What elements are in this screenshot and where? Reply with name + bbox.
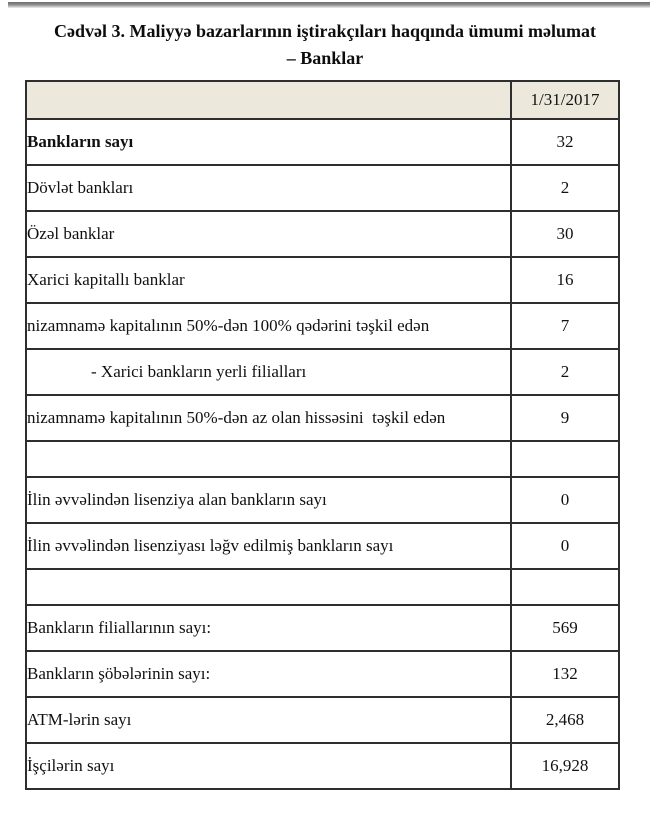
table-body <box>26 119 619 789</box>
table-row <box>26 303 619 349</box>
banks-summary-table <box>25 80 620 790</box>
row-label: Bankların filiallarının sayı: <box>26 605 511 651</box>
row-value: 2,468 <box>511 697 619 743</box>
header-empty-cell <box>26 81 511 119</box>
table-row <box>26 257 619 303</box>
table-row <box>26 523 619 569</box>
table-row <box>26 441 619 477</box>
table-row <box>26 165 619 211</box>
row-value: 30 <box>511 211 619 257</box>
row-value: 7 <box>511 303 619 349</box>
row-value <box>511 441 619 477</box>
row-label: İşçilərin sayı <box>26 743 511 789</box>
table-row <box>26 651 619 697</box>
row-label: Bankların şöbələrinin sayı: <box>26 651 511 697</box>
top-separator-bar <box>8 2 650 8</box>
row-label: Xarici kapitallı banklar <box>26 257 511 303</box>
row-label: Özəl banklar <box>26 211 511 257</box>
table-row <box>26 697 619 743</box>
row-value: 32 <box>511 119 619 165</box>
table-row <box>26 477 619 523</box>
row-label: İlin əvvəlindən lisenziyası ləğv edilmiş bankların sayı <box>26 523 511 569</box>
row-label <box>26 441 511 477</box>
row-value <box>511 569 619 605</box>
table-row <box>26 743 619 789</box>
row-label <box>26 569 511 605</box>
row-label: ATM-lərin sayı <box>26 697 511 743</box>
row-value: 16 <box>511 257 619 303</box>
table-row <box>26 349 619 395</box>
row-label: İlin əvvəlindən lisenziya alan bankların sayı <box>26 477 511 523</box>
row-value: 16,928 <box>511 743 619 789</box>
table-row <box>26 395 619 441</box>
table-title-line1: Cədvəl 3. Maliyyə bazarlarının iştirakçıları haqqında ümumi məlumat <box>53 21 596 41</box>
table-title <box>18 18 632 72</box>
table-header-row <box>26 81 619 119</box>
row-label: Bankların sayı <box>26 119 511 165</box>
row-label: - Xarici bankların yerli filialları <box>26 349 511 395</box>
table-title-line2: – Banklar <box>286 48 364 68</box>
row-value: 0 <box>511 523 619 569</box>
table-row <box>26 211 619 257</box>
row-value: 0 <box>511 477 619 523</box>
table-row <box>26 605 619 651</box>
table-row <box>26 569 619 605</box>
row-value: 2 <box>511 165 619 211</box>
header-date-cell: 1/31/2017 <box>511 81 619 119</box>
row-label: Dövlət bankları <box>26 165 511 211</box>
row-label: nizamnamə kapitalının 50%-dən az olan hissəsini təşkil edən <box>26 395 511 441</box>
row-value: 569 <box>511 605 619 651</box>
row-value: 132 <box>511 651 619 697</box>
table-row <box>26 119 619 165</box>
row-value: 2 <box>511 349 619 395</box>
row-value: 9 <box>511 395 619 441</box>
row-label: nizamnamə kapitalının 50%-dən 100% qədərini təşkil edən <box>26 303 511 349</box>
